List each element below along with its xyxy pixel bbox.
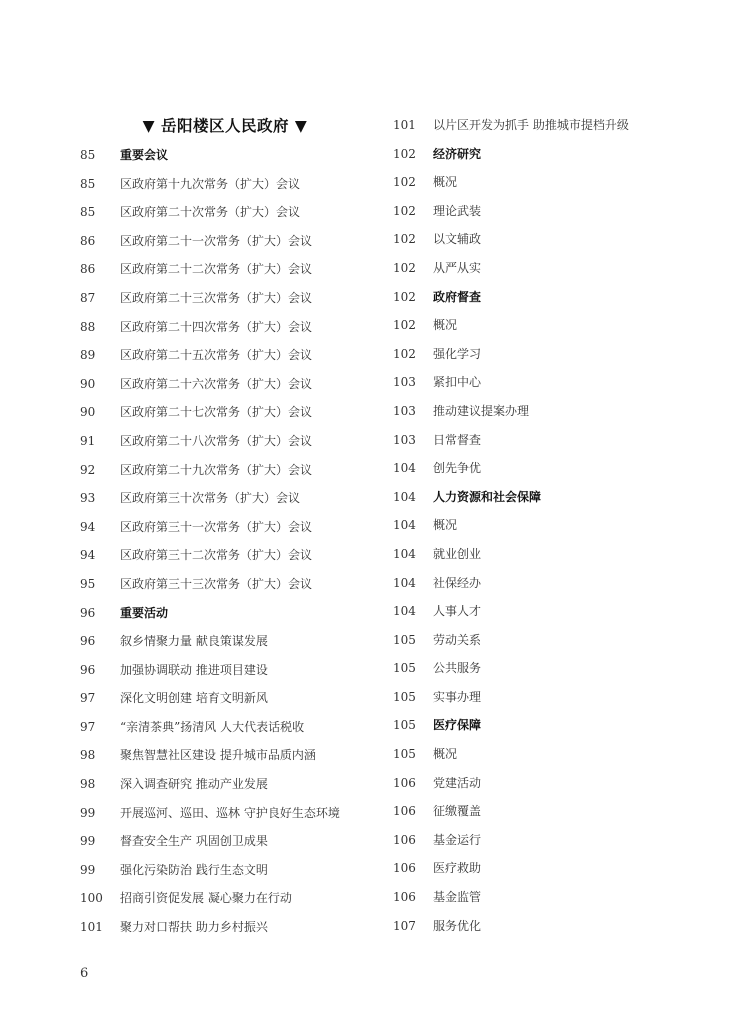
toc-entry-title: 从严从实 xyxy=(433,260,482,275)
toc-page-number: 103 xyxy=(393,403,416,418)
toc-entry-title: 经济研究 xyxy=(433,146,482,161)
toc-section-heading xyxy=(393,483,723,512)
toc-entry-title: 日常督查 xyxy=(433,432,482,447)
toc-entry-title: 招商引资促发展 凝心聚力在行动 xyxy=(120,891,292,906)
toc-page-number: 97 xyxy=(80,691,96,706)
toc-entry-title: 人事人才 xyxy=(433,604,482,619)
toc-entry xyxy=(80,884,380,913)
toc-page-number: 96 xyxy=(80,662,96,677)
toc-page-number: 104 xyxy=(393,489,416,504)
toc-page-number: 95 xyxy=(80,576,96,591)
toc-page-number: 104 xyxy=(393,575,416,590)
toc-page-number: 98 xyxy=(80,748,96,763)
toc-entry-title: 聚焦智慧社区建设 提升城市品质内涵 xyxy=(120,748,316,763)
toc-page-number: 106 xyxy=(393,861,416,876)
toc-entry xyxy=(80,341,380,370)
toc-entry-title: 政府督查 xyxy=(433,289,482,304)
toc-page-number: 87 xyxy=(80,290,96,305)
toc-page-number: 89 xyxy=(80,348,96,363)
toc-entry xyxy=(393,254,723,283)
toc-entry xyxy=(80,456,380,485)
toc-entry-title: 基金监管 xyxy=(433,890,482,905)
toc-page-number: 106 xyxy=(393,804,416,819)
toc-page-number: 86 xyxy=(80,233,96,248)
toc-entry xyxy=(393,826,723,855)
toc-page-number: 94 xyxy=(80,548,96,563)
toc-entry xyxy=(80,627,380,656)
toc-entry-title: 理论武装 xyxy=(433,203,482,218)
toc-section-heading xyxy=(393,140,723,169)
toc-entry xyxy=(80,684,380,713)
toc-entry xyxy=(393,197,723,226)
toc-entry-title: 区政府第十九次常务（扩大）会议 xyxy=(120,176,301,191)
toc-page-number: 105 xyxy=(393,747,416,762)
toc-entry xyxy=(393,912,723,941)
toc-entry-title: 征缴覆盖 xyxy=(433,804,482,819)
toc-entry-title: 区政府第三十次常务（扩大）会议 xyxy=(120,491,301,506)
toc-entry-title: 就业创业 xyxy=(433,546,482,561)
toc-entry-title: 区政府第三十三次常务（扩大）会议 xyxy=(120,576,313,591)
toc-page-number: 102 xyxy=(393,289,416,304)
toc-entry xyxy=(80,370,380,399)
toc-entry-title: 实事办理 xyxy=(433,689,482,704)
toc-entry xyxy=(393,111,723,140)
toc-entry xyxy=(80,427,380,456)
toc-page-number: 105 xyxy=(393,632,416,647)
toc-page-number: 103 xyxy=(393,375,416,390)
toc-page-number: 101 xyxy=(393,118,416,132)
toc-page-number: 90 xyxy=(80,376,96,391)
toc-page-number: 99 xyxy=(80,862,96,877)
toc-entry xyxy=(80,741,380,770)
toc-entry-title: 概况 xyxy=(433,318,458,333)
toc-entry xyxy=(393,740,723,769)
toc-page-number: 92 xyxy=(80,462,96,477)
toc-page-number: 96 xyxy=(80,605,96,620)
toc-section-heading xyxy=(80,141,380,170)
toc-entry xyxy=(80,484,380,513)
toc-entry xyxy=(393,683,723,712)
toc-entry-title: 以片区开发为抓手 助推城市提档升级 xyxy=(433,118,629,132)
toc-entry-title: 开展巡河、巡田、巡林 守护良好生态环境 xyxy=(120,805,340,820)
toc-entry xyxy=(393,225,723,254)
toc-right-column xyxy=(393,111,723,940)
toc-page-number: 100 xyxy=(80,891,103,906)
toc-page-number: 102 xyxy=(393,146,416,161)
toc-entry-title: 社保经办 xyxy=(433,575,482,590)
toc-entry-title: 劳动关系 xyxy=(433,632,482,647)
toc-entry xyxy=(80,198,380,227)
toc-entry xyxy=(80,856,380,885)
page-number: 6 xyxy=(80,966,89,981)
toc-page-number: 85 xyxy=(80,205,96,220)
toc-entry-title: 聚力对口帮扶 助力乡村振兴 xyxy=(120,920,268,935)
toc-entry xyxy=(393,454,723,483)
toc-entry xyxy=(80,570,380,599)
toc-entry-title: 区政府第二十九次常务（扩大）会议 xyxy=(120,462,313,477)
toc-section-heading xyxy=(80,599,380,628)
toc-entry xyxy=(80,170,380,199)
toc-entry-title: 区政府第二十一次常务（扩大）会议 xyxy=(120,233,313,248)
toc-entry xyxy=(393,397,723,426)
toc-page-number: 104 xyxy=(393,604,416,619)
toc-page-number: 102 xyxy=(393,318,416,333)
toc-entry-title: 医疗救助 xyxy=(433,861,482,876)
toc-entry xyxy=(393,340,723,369)
toc-entry-title: 服务优化 xyxy=(433,918,482,933)
toc-entry xyxy=(80,770,380,799)
toc-entry-title: 强化污染防治 践行生态文明 xyxy=(120,862,268,877)
toc-entry xyxy=(80,227,380,256)
toc-entry xyxy=(80,513,380,542)
toc-entry-title: “亲清茶典”扬清风 人大代表话税收 xyxy=(120,719,305,734)
toc-page-number: 85 xyxy=(80,148,96,162)
toc-entry xyxy=(80,284,380,313)
toc-entry-title: 概况 xyxy=(433,175,458,190)
toc-entry xyxy=(80,913,380,942)
toc-page-number: 104 xyxy=(393,461,416,476)
toc-entry-title: 区政府第三十一次常务（扩大）会议 xyxy=(120,519,313,534)
toc-page-number: 90 xyxy=(80,405,96,420)
toc-page-number: 104 xyxy=(393,518,416,533)
toc-page-number: 85 xyxy=(80,176,96,191)
toc-entry xyxy=(393,168,723,197)
toc-entry-title: 推动建议提案办理 xyxy=(433,403,530,418)
toc-entry xyxy=(80,713,380,742)
toc-entry-title: 深化文明创建 培育文明新风 xyxy=(120,691,268,706)
toc-page-number: 93 xyxy=(80,491,96,506)
toc-entry-title: 人力资源和社会保障 xyxy=(433,489,542,504)
toc-page-number: 106 xyxy=(393,832,416,847)
toc-entry-title: 创先争优 xyxy=(433,461,482,476)
toc-entry-title: 强化学习 xyxy=(433,346,482,361)
toc-entry xyxy=(393,654,723,683)
toc-entry xyxy=(80,656,380,685)
toc-entry-title: 以文辅政 xyxy=(433,232,482,247)
toc-entry xyxy=(80,255,380,284)
toc-page-number: 96 xyxy=(80,634,96,649)
toc-page-number: 97 xyxy=(80,719,96,734)
toc-page-number: 102 xyxy=(393,260,416,275)
toc-page-number: 107 xyxy=(393,918,416,933)
toc-entry-title: 区政府第二十三次常务（扩大）会议 xyxy=(120,290,313,305)
toc-entry xyxy=(393,311,723,340)
toc-entry-title: 概况 xyxy=(433,518,458,533)
toc-entry-title: 深入调查研究 推动产业发展 xyxy=(120,777,268,792)
toc-left-column xyxy=(80,111,380,942)
toc-section-heading xyxy=(393,283,723,312)
toc-page-number: 102 xyxy=(393,346,416,361)
toc-entry-title: 重要活动 xyxy=(120,605,169,620)
toc-entry-title: 公共服务 xyxy=(433,661,482,676)
toc-entry-title: 紧扣中心 xyxy=(433,375,482,390)
toc-entry-title: 基金运行 xyxy=(433,832,482,847)
toc-entry xyxy=(393,854,723,883)
toc-entry xyxy=(393,368,723,397)
toc-page-number: 105 xyxy=(393,718,416,733)
toc-page-number: 88 xyxy=(80,319,96,334)
toc-entry xyxy=(80,799,380,828)
toc-entry-title: 叙乡情聚力量 献良策谋发展 xyxy=(120,634,268,649)
toc-page-number: 91 xyxy=(80,433,96,448)
toc-page-number: 99 xyxy=(80,834,96,849)
toc-page-number: 102 xyxy=(393,175,416,190)
toc-page-number: 102 xyxy=(393,203,416,218)
toc-page-number: 99 xyxy=(80,805,96,820)
toc-entry xyxy=(393,769,723,798)
toc-page-number: 86 xyxy=(80,262,96,277)
toc-entry-title: 区政府第二十八次常务（扩大）会议 xyxy=(120,433,313,448)
toc-entry-title: 区政府第二十七次常务（扩大）会议 xyxy=(120,405,313,420)
toc-entry-title: 医疗保障 xyxy=(433,718,482,733)
toc-page-number: 101 xyxy=(80,920,103,935)
toc-entry xyxy=(393,511,723,540)
toc-page-number: 94 xyxy=(80,519,96,534)
toc-entry xyxy=(393,569,723,598)
toc-entry xyxy=(80,827,380,856)
toc-entry xyxy=(393,626,723,655)
toc-entry xyxy=(80,313,380,342)
toc-entry xyxy=(80,541,380,570)
toc-entry-title: 党建活动 xyxy=(433,775,482,790)
toc-page-number: 102 xyxy=(393,232,416,247)
section-title: ▼ 岳阳楼区人民政府 ▼ xyxy=(142,116,308,135)
toc-entry xyxy=(393,597,723,626)
toc-entry xyxy=(393,426,723,455)
toc-entry-title: 加强协调联动 推进项目建设 xyxy=(120,662,268,677)
toc-page-number: 103 xyxy=(393,432,416,447)
toc-entry-title: 概况 xyxy=(433,747,458,762)
toc-entry-title: 区政府第二十六次常务（扩大）会议 xyxy=(120,376,313,391)
toc-entry xyxy=(393,797,723,826)
toc-entry xyxy=(80,398,380,427)
toc-entry-title: 区政府第二十四次常务（扩大）会议 xyxy=(120,319,313,334)
toc-page-number: 106 xyxy=(393,775,416,790)
toc-page-number: 105 xyxy=(393,689,416,704)
toc-entry xyxy=(393,883,723,912)
toc-page-number: 98 xyxy=(80,777,96,792)
toc-section-heading xyxy=(393,711,723,740)
toc-entry-title: 区政府第二十二次常务（扩大）会议 xyxy=(120,262,313,277)
toc-entry-title: 督查安全生产 巩固创卫成果 xyxy=(120,834,268,849)
toc-entry-title: 重要会议 xyxy=(120,148,169,162)
toc-entry-title: 区政府第三十二次常务（扩大）会议 xyxy=(120,548,313,563)
toc-page-number: 105 xyxy=(393,661,416,676)
toc-page-number: 104 xyxy=(393,546,416,561)
toc-entry-title: 区政府第二十次常务（扩大）会议 xyxy=(120,205,301,220)
toc-entry-title: 区政府第二十五次常务（扩大）会议 xyxy=(120,348,313,363)
toc-entry xyxy=(393,540,723,569)
toc-page-number: 106 xyxy=(393,890,416,905)
